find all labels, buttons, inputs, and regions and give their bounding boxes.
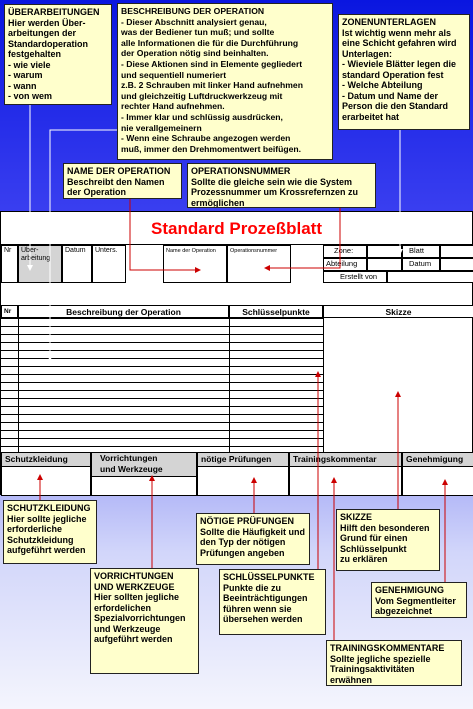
table-row (1, 422, 323, 423)
col-header-schluesselpunkte: Schlüsselpunkte (229, 305, 323, 318)
col-header-beschreibung: Beschreibung der Operation (18, 305, 229, 318)
note-name-der-operation: NAME DER OPERATION Beschreibt den Namen der Operation (63, 163, 182, 199)
footer-label-noetige-pruefungen: nötige Prüfungen (198, 453, 288, 467)
cell-operationsnummer: Operationsnummer (227, 245, 291, 283)
note-beschreibung: BESCHREIBUNG DER OPERATION - Dieser Abschnitt analysiert genau, was der Bediener tun muß; und sollte alle Informationen die für die Durchführung der Operation nötig sind beinhalten. - Diese Aktionen sind in Elemente gegliedert und sequentiell numeriert z.B. 2 Schrauben mit linker Hand aufnehmen und gleichzeitig Luftdruckwerkzeug mit rechter Hand aufnehmen. - Immer klar und schlüssig ausdrücken, nie verallgemeinern - Wenn eine Schraube angezogen werden muß, immer den Drehmomentwert beifügen. (117, 3, 333, 160)
col-divider (323, 318, 324, 452)
note-schutzkleidung: SCHUTZKLEIDUNG Hier sollte jegliche erforderliche Schutzkleidung aufgeführt werden (3, 500, 97, 564)
cell-nr: Nr (1, 245, 18, 283)
cell-zone: Zone: (323, 245, 367, 258)
cell-abteilung: Abteilung (323, 258, 367, 271)
table-row (1, 446, 323, 447)
cell-datum2: Datum (402, 258, 440, 271)
table-row (1, 326, 323, 327)
col-divider (229, 318, 230, 452)
table-row (1, 414, 323, 415)
note-trainingskommentare: TRAININGSKOMMENTARE Sollte jegliche spezielle Trainingsaktivitäten erwähnen (326, 640, 462, 686)
footer-label-genehmigung: Genehmigung (403, 453, 473, 467)
cell-zone-value (367, 245, 402, 258)
col-header-nr: Nr (1, 305, 18, 318)
table-row (1, 382, 323, 383)
footer-noetige-pruefungen (197, 452, 289, 496)
table-row (1, 438, 323, 439)
cell-datum: Datum (62, 245, 92, 283)
col-header-skizze: Skizze (323, 305, 473, 318)
cell-datum2-value (440, 258, 473, 271)
form-title: Standard Prozeßblatt (1, 212, 472, 245)
table-row (1, 430, 323, 431)
note-noetige-pruefungen: NÖTIGE PRÜFUNGEN Sollte die Häufigkeit und den Typ der nötigen Prüfungen angeben (196, 513, 310, 565)
cell-blatt-value (440, 245, 473, 258)
note-operationsnummer: OPERATIONSNUMMER Sollte die gleiche sein wie die System Prozessnummer um Krossrefernzen zu ermöglichen (187, 163, 376, 208)
table-row (1, 358, 323, 359)
table-row (1, 390, 323, 391)
note-genehmigung: GENEHMIGUNG Vom Segmentleiter abgezeichnet (371, 582, 467, 618)
cell-erstellt-von: Erstellt von (323, 271, 387, 283)
footer-genehmigung (402, 452, 473, 496)
table-row (1, 318, 323, 319)
cell-abteilung-value (367, 258, 402, 271)
note-vorrichtungen: VORRICHTUNGEN UND WERKZEUGE Hier sollten jegliche erfordelichen Spezialvorrichtungen und Werkzeuge aufgeführt werden (90, 568, 199, 674)
footer-schutzkleidung (1, 452, 91, 496)
table-row (1, 334, 323, 335)
table-row (1, 406, 323, 407)
footer-label-vorrichtungen: Vorrichtungen und Werkzeuge (92, 453, 196, 477)
cell-name-der-operation: Name der Operation (163, 245, 227, 283)
note-skizze: SKIZZE Hilft den besonderen Grund für einen Schlüsselpunkt zu erklären (336, 509, 440, 571)
footer-label-schutzkleidung: Schutzkleidung (2, 453, 90, 467)
note-zonenunterlagen: ZONENUNTERLAGEN Ist wichtig wenn mehr als eine Schicht gefahren wird Unterlagen: - Wieviele Blätter legen die standard Operation fest - Welche Abteilung - Datum und Name der Person die den Standard erarbeitet hat (338, 14, 470, 130)
table-row (1, 374, 323, 375)
cell-ueberarbeitung: Über- arbeitung (18, 245, 62, 283)
footer-trainingskommentar (289, 452, 402, 496)
note-schluesselpunkte: SCHLÜSSELPUNKTE Punkte die zu Beeinträchtigungen führen wenn sie übersehen werden (219, 569, 326, 635)
footer-label-trainingskommentar: Trainingskommentar (290, 453, 401, 467)
table-row (1, 366, 323, 367)
col-divider (18, 318, 19, 452)
footer-vorrichtungen (91, 452, 197, 496)
cell-unters: Unters. (92, 245, 126, 283)
note-ueberarbeitungen: ÜBERARBEITUNGEN Hier werden Über- arbeitungen der Standardoperation festgehalten - wie viele - warum - wann - von wem (4, 4, 112, 105)
table-row (1, 398, 323, 399)
cell-blatt: Blatt (402, 245, 440, 258)
table-row (1, 342, 323, 343)
standard-prozessblatt-form (0, 211, 473, 495)
cell-erstellt-von-value (387, 271, 473, 283)
table-row (1, 350, 323, 351)
